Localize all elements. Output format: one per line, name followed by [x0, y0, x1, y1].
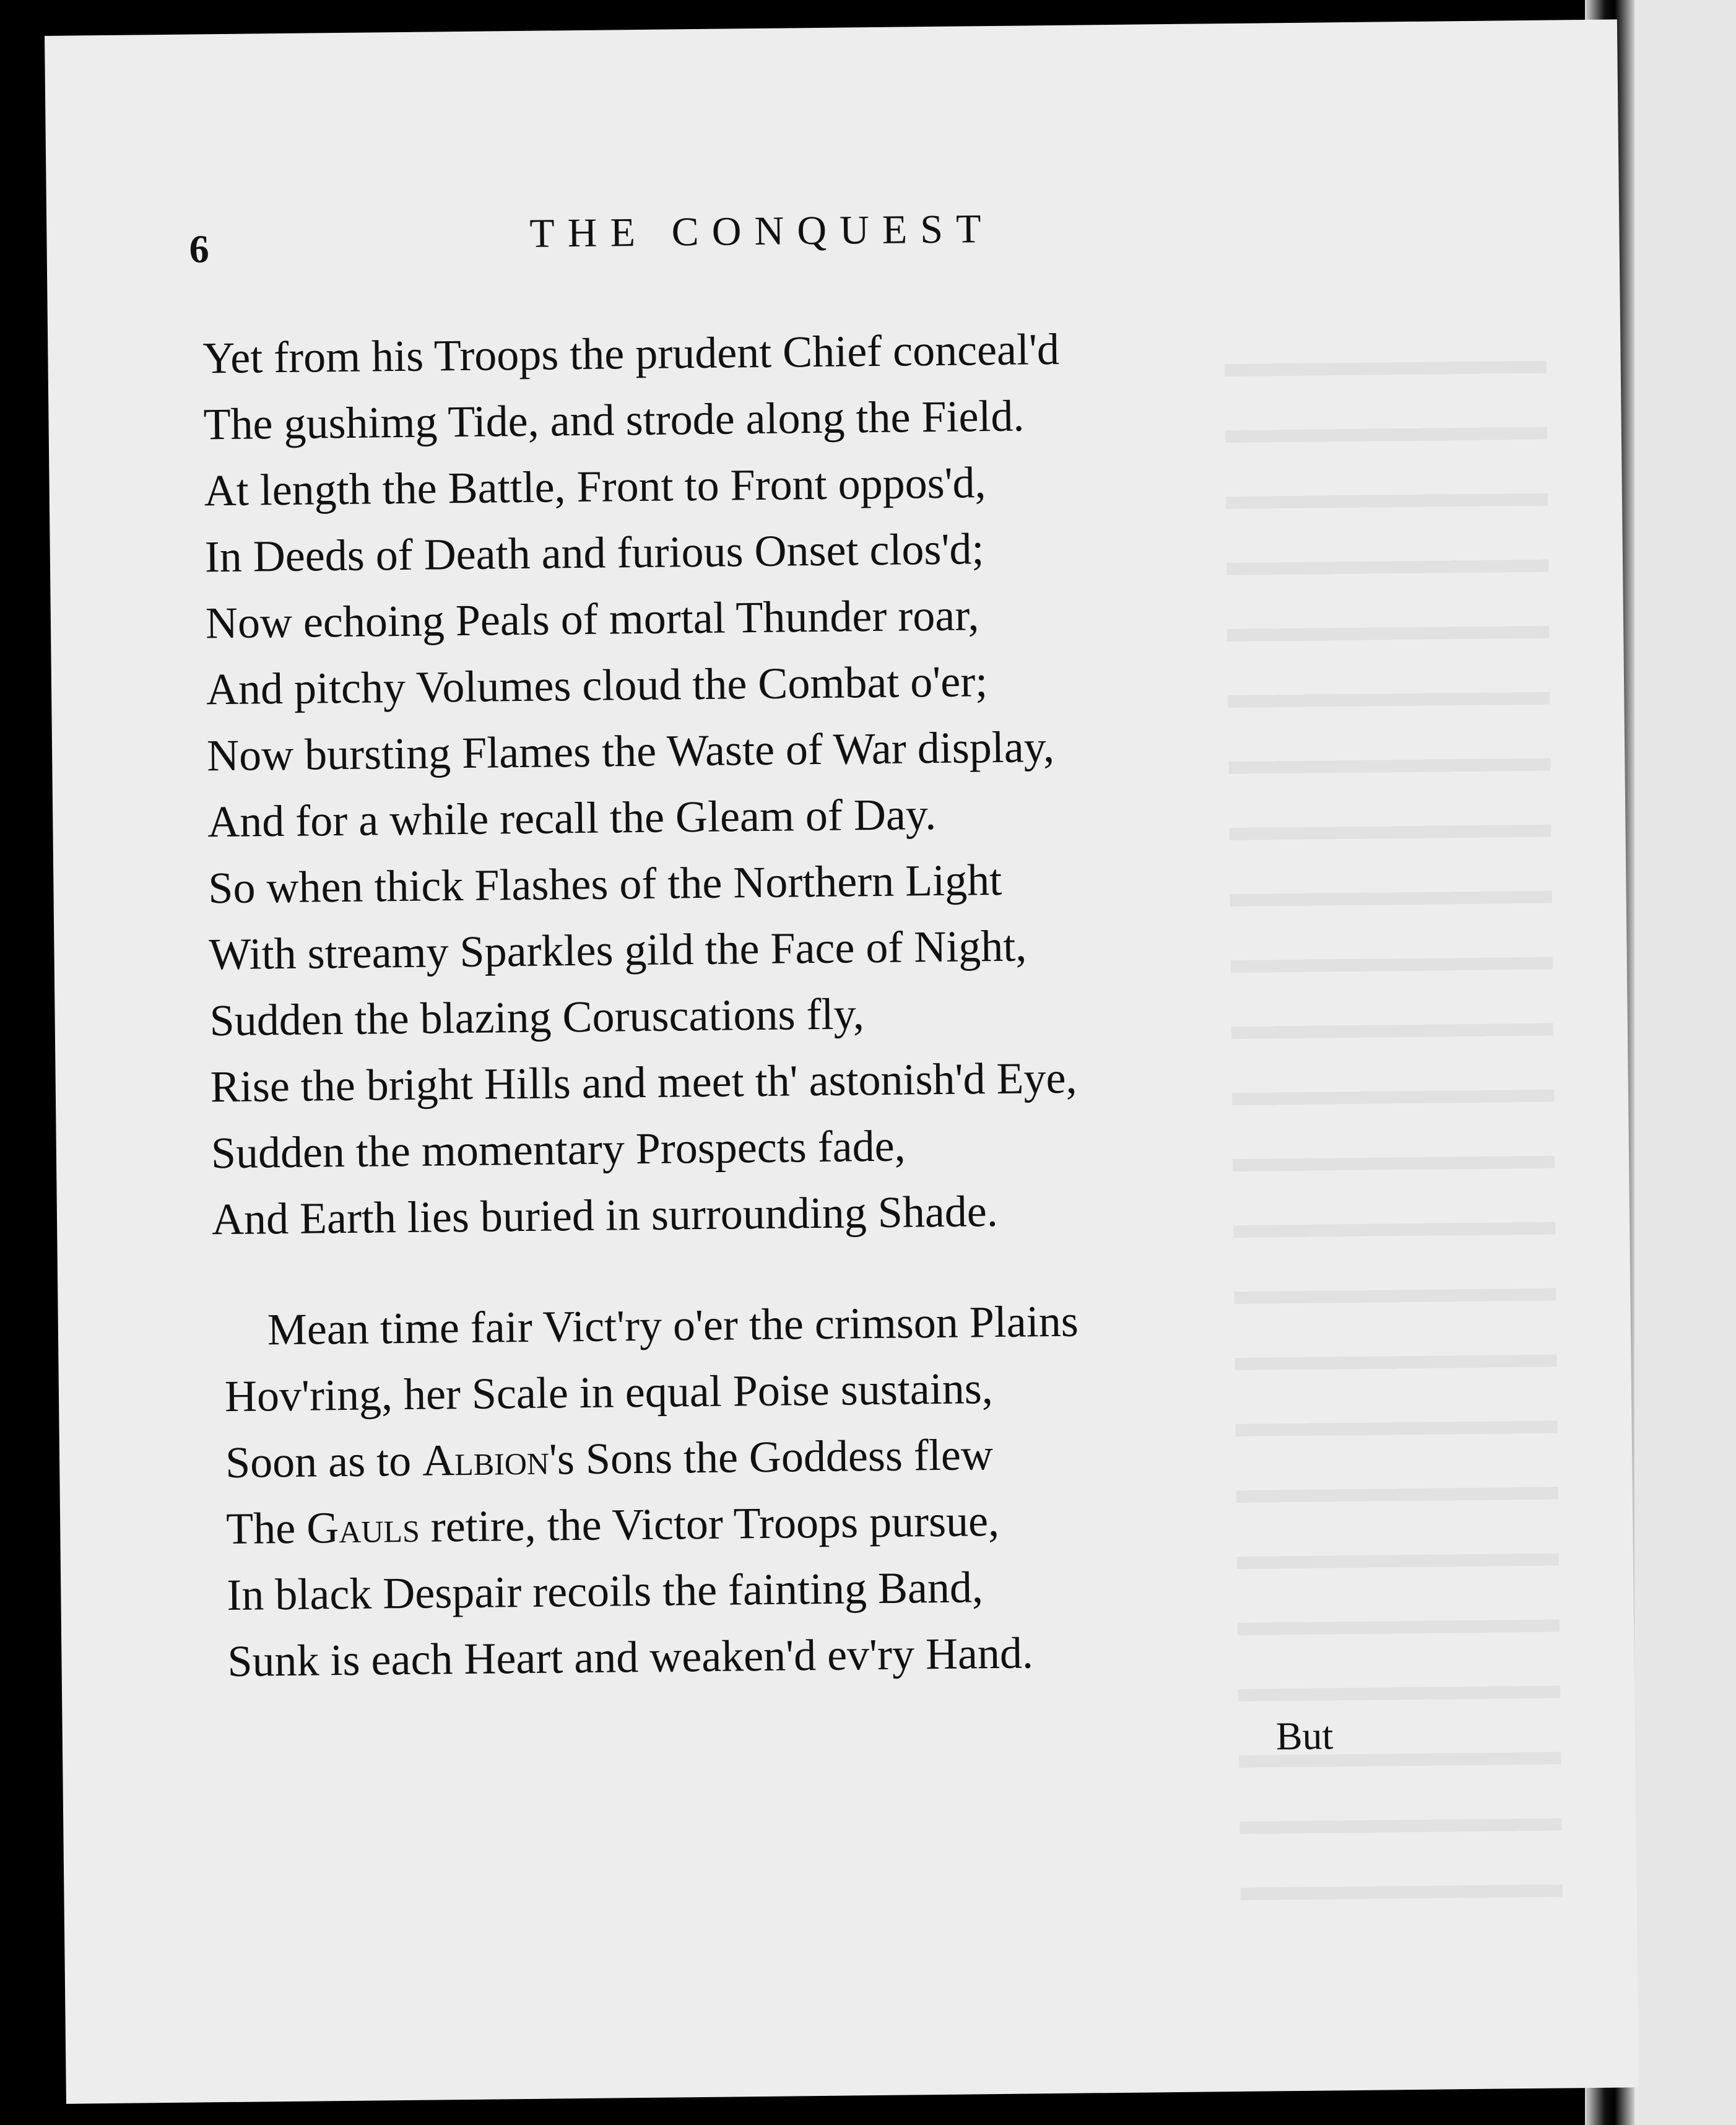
proper-name-albion: Albion	[422, 1434, 550, 1485]
verse-line: Mean time fair Vict'ry o'er the crimson Plains	[267, 1296, 1079, 1355]
book-page	[45, 19, 1639, 2103]
show-through-text	[1224, 318, 1563, 1931]
page-header	[189, 204, 1118, 282]
page-number: 6	[189, 227, 209, 271]
verse-line: Now bursting Flames the Waste of War display,	[206, 721, 1055, 781]
facing-page	[1634, 0, 1736, 2125]
stanza-2	[224, 1288, 1082, 1695]
verse-line: And pitchy Volumes cloud the Combat o'er;	[206, 656, 988, 715]
verse-line: Sudden the blazing Coruscations fly,	[209, 989, 865, 1046]
line-text: retire, the Victor Troops pursue,	[419, 1495, 1000, 1552]
verse-line	[226, 1487, 1081, 1562]
verse-line: Sudden the momentary Prospects fade,	[210, 1121, 906, 1178]
verse-line: In Deeds of Death and furious Onset clos'd;	[204, 524, 984, 582]
verse-line: So when thick Flashes of the Northern Light	[208, 854, 1002, 913]
verse-line: Yet from his Troops the prudent Chief conceal'd	[202, 324, 1060, 383]
verse-line: At length the Battle, Front to Front oppos'd,	[204, 458, 986, 516]
verse-line: The gushimg Tide, and strode along the Field.	[203, 391, 1025, 450]
catchword: But	[1275, 1713, 1334, 1758]
verse-line: Sunk is each Heart and weaken'd ev'ry Hand.	[227, 1628, 1034, 1687]
stanza-1	[202, 316, 1078, 1253]
verse-line: And Earth lies buried in surrounding Shade.	[211, 1186, 999, 1245]
verse-line	[225, 1421, 1080, 1496]
verse-line: And for a while recall the Gleam of Day.	[207, 789, 937, 847]
verse-line: Now echoing Peals of mortal Thunder roar,	[205, 590, 979, 648]
running-title: THE CONQUEST	[529, 206, 994, 256]
line-text: Soon as to	[225, 1435, 423, 1488]
verse-line: With streamy Sparkles gild the Face of Night,	[209, 921, 1027, 980]
line-text: 's Sons the Goddess flew	[549, 1430, 994, 1484]
verse-line: Hov'ring, her Scale in equal Poise sustains,	[224, 1363, 994, 1422]
verse-line: Rise the bright Hills and meet th' astonish'd Eye,	[210, 1053, 1077, 1112]
verse-line: In black Despair recoils the fainting Band,	[226, 1562, 984, 1620]
line-text: The	[225, 1503, 307, 1554]
proper-name-gauls: Gauls	[306, 1501, 420, 1553]
